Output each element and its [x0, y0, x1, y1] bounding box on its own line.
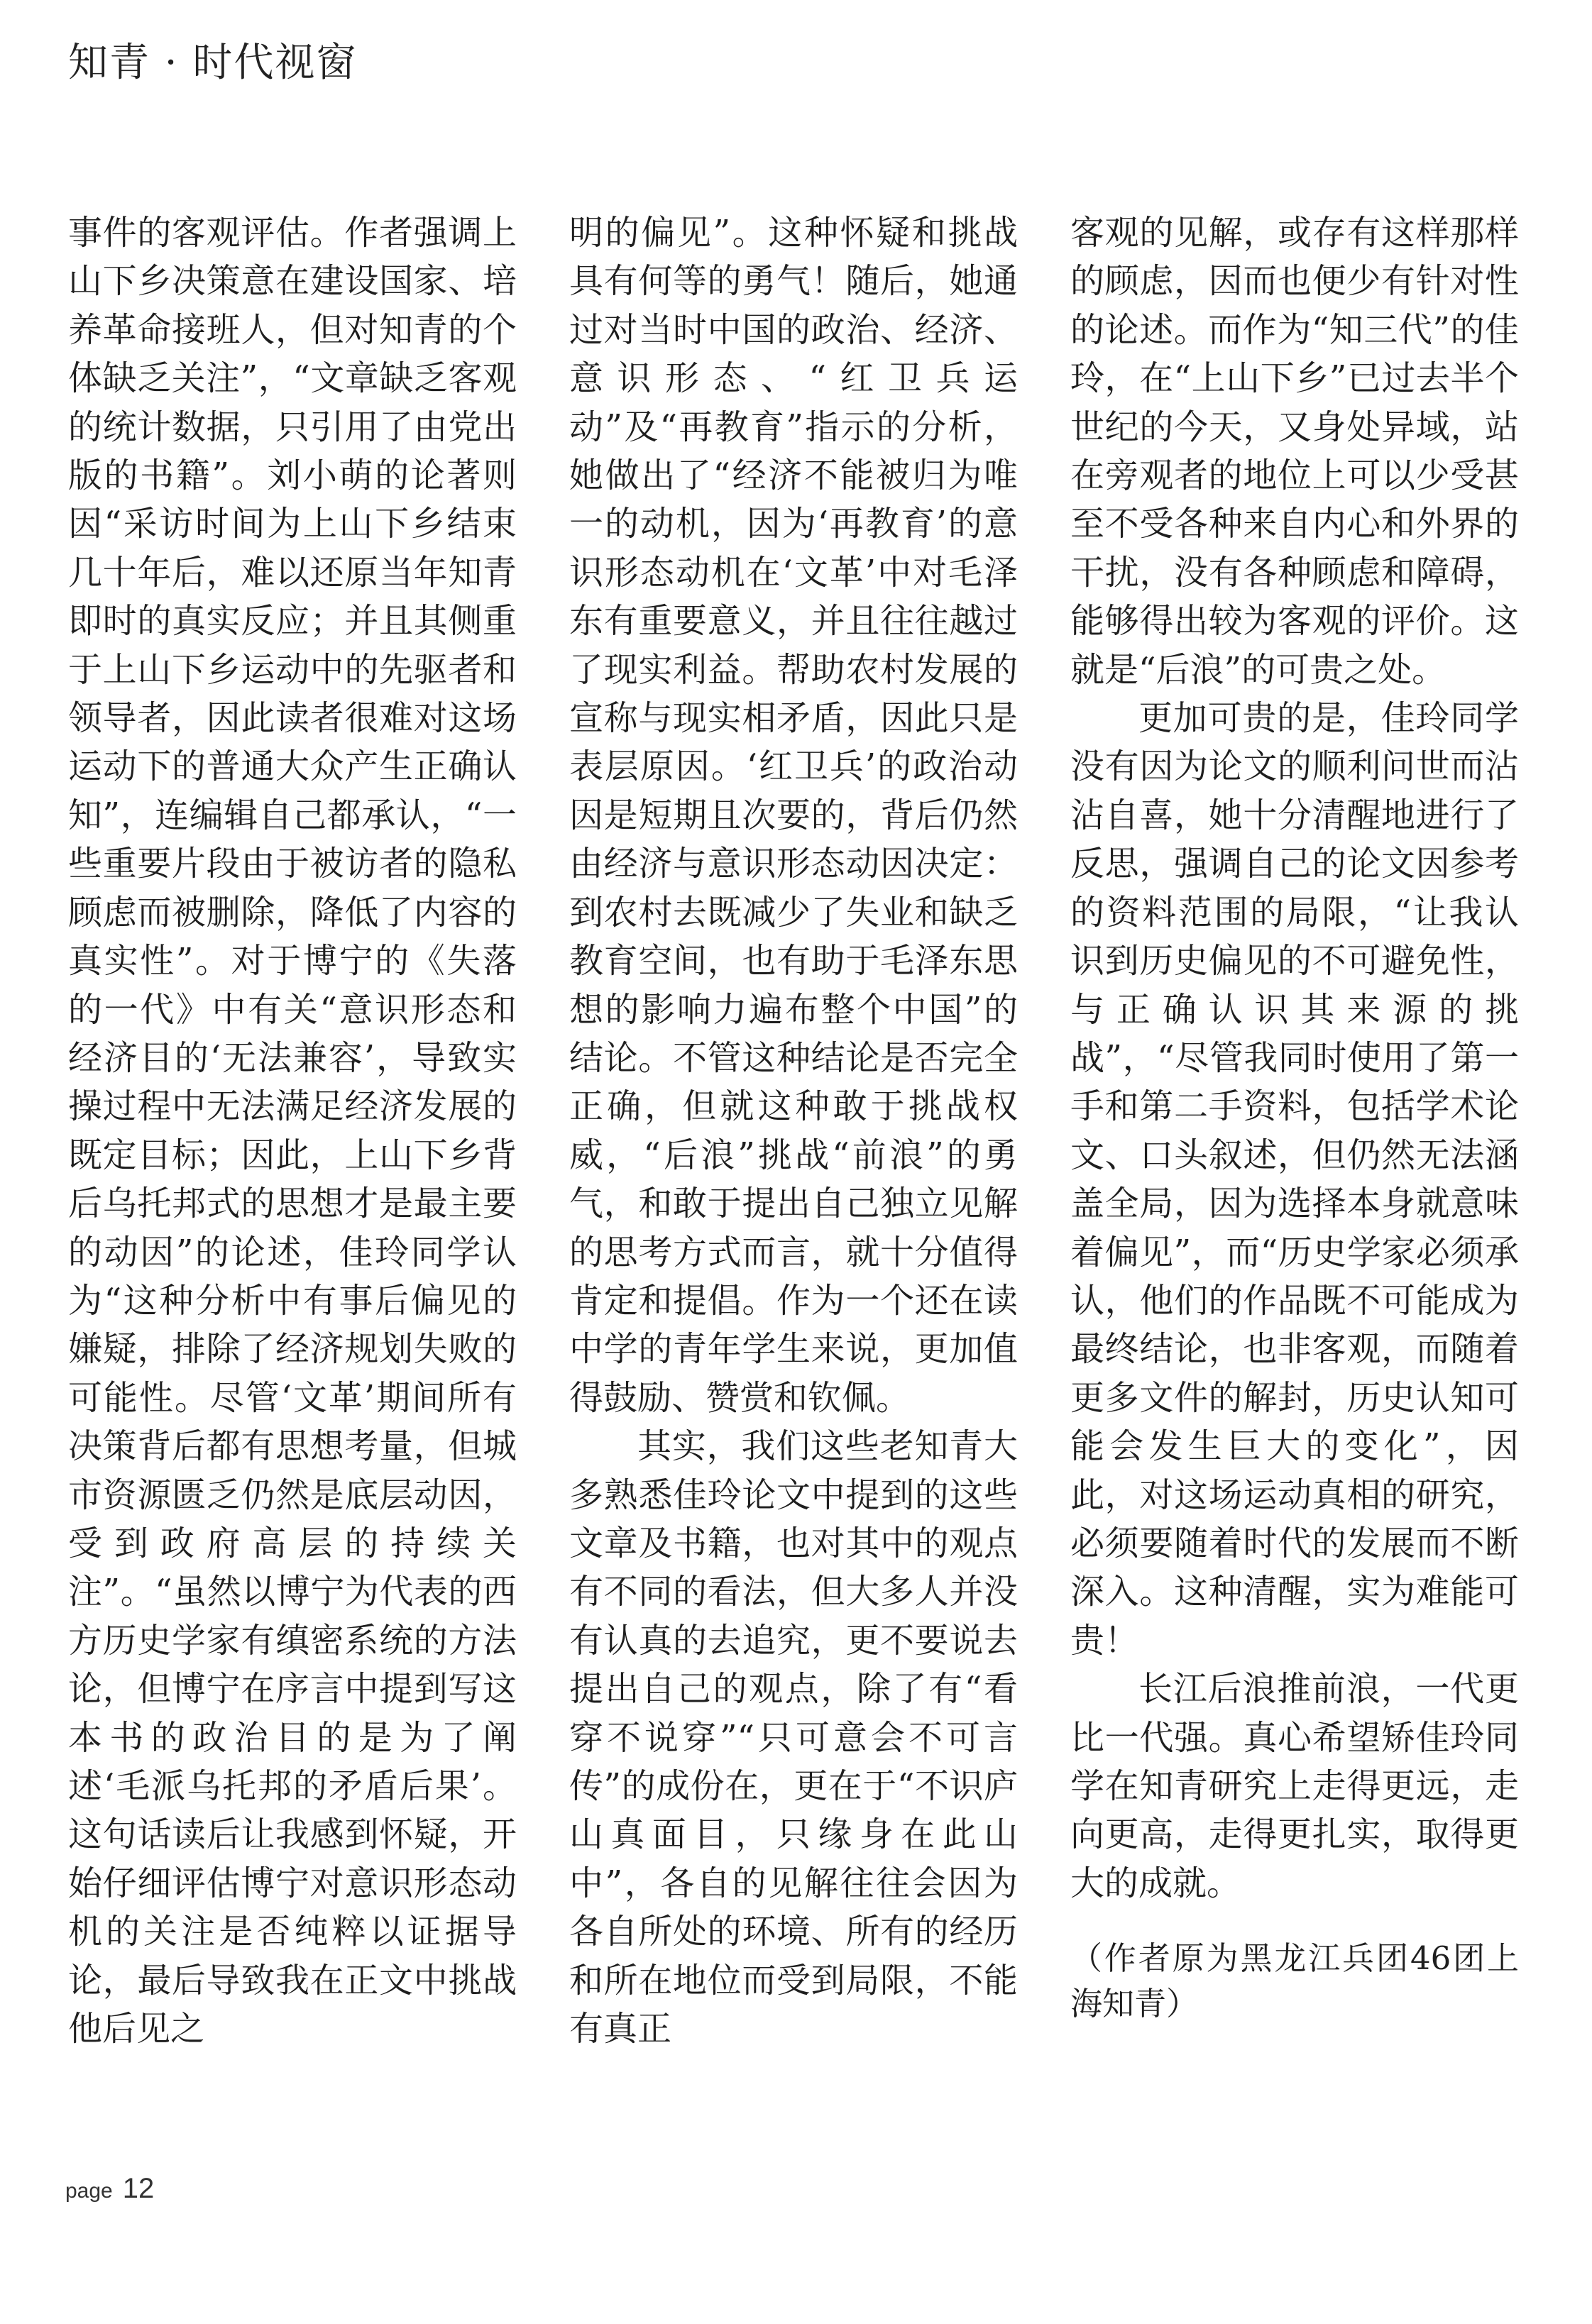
paragraph: 事件的客观评估。作者强调上山下乡决策意在建设国家、培养革命接班人，但对知青的个体缺乏关注”，“文章缺乏客观的统计数据，只引用了由党出版的书籍”。刘小萌的论著则因“采访时间为上山下乡结束几十年后，难以还原当年知青即时的真实反应；并且其侧重于上山下乡运动中的先驱者和领导者，因此读者很难对这场运动下的普通大众产生正确认知”，连编辑自己都承认，“一些重要片段由于被访者的隐私顾虑而被删除，降低了内容的真实性”。对于博宁的《失落的一代》中有关“意识形态和经济目的‘无法兼容’，导致实操过程中无法满足经济发展的既定目标；因此，上山下乡背后乌托邦式的思想才是最主要的动因”的论述，佳玲同学认为“这种分析中有事后偏见的嫌疑，排除了经济规划失败的可能性。尽管‘文革’期间所有决策背后都有思想考量，但城市资源匮乏仍然是底层动因，受到政府高层的持续关注”。“虽然以博宁为代表的西方历史学家有缜密系统的方法论，但博宁在序言中提到写这本书的政治目的是为了阐述‘毛派乌托邦的矛盾后果’。这句话读后让我感到怀疑，开始仔细评估博宁对意识形态动机的关注是否纯粹以证据导论，最后导致我在正文中挑战他后见之: [68, 213, 517, 2049]
paragraph: 客观的见解，或存有这样那样的顾虑，因而也便少有针对性的论述。而作为“知三代”的佳玲，在“上山下乡”已过去半个世纪的今天，又身处异域，站在旁观者的地位上可以少受甚至不受各种来自内心和外界的干扰，没有各种顾虑和障碍，能够得出较为客观的评价。这就是“后浪”的可贵之处。: [1070, 213, 1519, 690]
text-column-3: [1070, 209, 1519, 2027]
page-number: 12: [122, 2173, 155, 2204]
paragraph: 长江后浪推前浪，一代更比一代强。真心希望矫佳玲同学在知青研究上走得更远，走向更高，走得更扎实，取得更大的成就。: [1070, 1669, 1519, 1903]
text-column-1: [68, 209, 517, 2053]
section-header: 知青 · 时代视窗: [68, 40, 358, 86]
author-note: （作者原为黑龙江兵团46团上海知青）: [1070, 1939, 1519, 2023]
page-footer: [65, 2173, 154, 2205]
paragraph: 更加可贵的是，佳玲同学没有因为论文的顺利问世而沾沾自喜，她十分清醒地进行了反思，强调自己的论文因参考的资料范围的局限，“让我认识到历史偏见的不可避免性，与正确认识其来源的挑战”，“尽管我同时使用了第一手和第二手资料，包括学术论文、口头叙述，但仍然无法涵盖全局，因为选择本身就意味着偏见”，而“历史学家必须承认，他们的作品既不可能成为最终结论，也非客观，而随着更多文件的解封，历史认知可能会发生巨大的变化”，因此，对这场运动真相的研究，必须要随着时代的发展而不断深入。这种清醒，实为难能可贵！: [1070, 698, 1519, 1661]
text-column-2: [569, 209, 1018, 2053]
paragraph: 其实，我们这些老知青大多熟悉佳玲论文中提到的这些文章及书籍，也对其中的观点有不同的看法，但大多人并没有认真的去追究，更不要说去提出自己的观点，除了有“看穿不说穿”“只可意会不可言传”的成份在，更在于“不识庐山真面目，只缘身在此山中”，各自的见解往往会因为各自所处的环境、所有的经历和所在地位而受到局限，不能有真正: [569, 1426, 1018, 2049]
page-label: page: [65, 2179, 113, 2203]
paragraph: 明的偏见”。这种怀疑和挑战具有何等的勇气！随后，她通过对当时中国的政治、经济、意识形态、“红卫兵运动”及“再教育”指示的分析，她做出了“经济不能被归为唯一的动机，因为‘再教育’的意识形态动机在‘文革’中对毛泽东有重要意义，并且往往越过了现实利益。帮助农村发展的宣称与现实相矛盾，因此只是表层原因。‘红卫兵’的政治动因是短期且次要的，背后仍然由经济与意识形态动因决定：到农村去既减少了失业和缺乏教育空间，也有助于毛泽东思想的影响力遍布整个中国”的结论。不管这种结论是否完全正确，但就这种敢于挑战权威，“后浪”挑战“前浪”的勇气，和敢于提出自己独立见解的思考方式而言，就十分值得肯定和提倡。作为一个还在读中学的青年学生来说，更加值得鼓励、赞赏和钦佩。: [569, 213, 1018, 1418]
